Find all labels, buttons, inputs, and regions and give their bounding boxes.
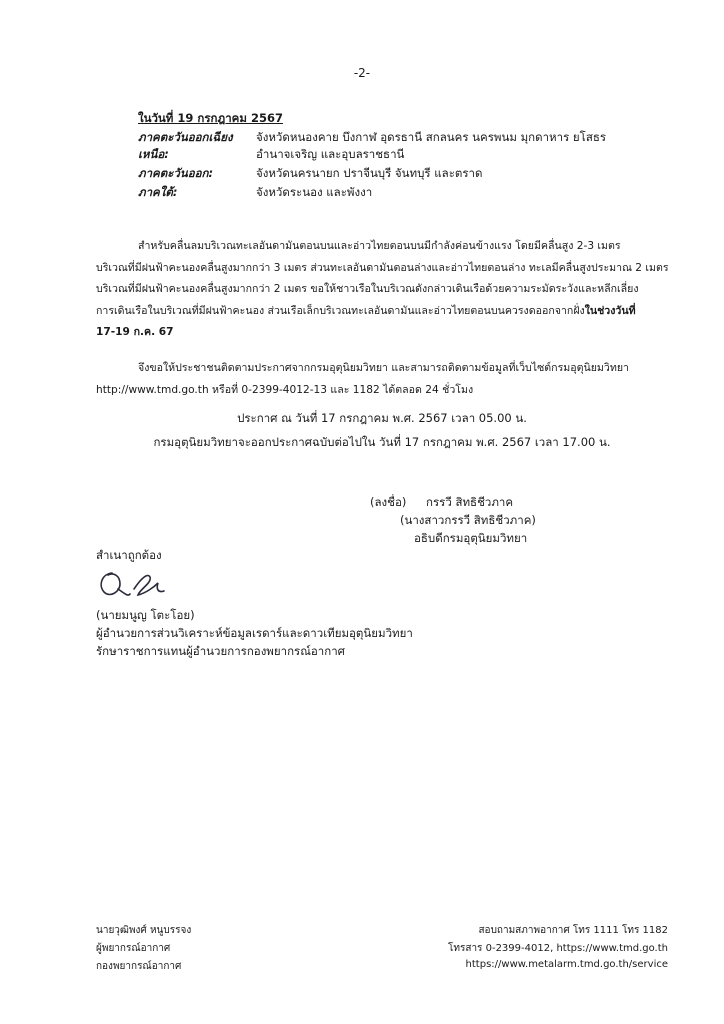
footer-right-line-1: สอบถามสภาพอากาศ โทร 1111 โทร 1182 [478,925,668,936]
paragraph-line: สำหรับคลื่นลมบริเวณทะเลอันดามันตอนบนและอ่าวไทยตอนบนมีกำลังค่อนข้างแรง โดยมีคลื่นสูง 2-3 เมตร [138,240,621,252]
footer-right-line-2: โทรสาร 0-2399-4012, https://www.tmd.go.th [448,943,668,954]
forecast-date-heading: ในวันที่ 19 กรกฎาคม 2567 [138,111,283,125]
handwritten-signature [96,565,172,603]
signatory-full-name: (นางสาวกรรวี สิทธิชีวภาค) [400,513,536,527]
footer-left-line-3: กองพยากรณ์อากาศ [96,961,182,972]
signed-prefix: (ลงชื่อ) [370,495,407,509]
footer-right-line-3: https://www.metalarm.tmd.go.th/service [465,959,668,970]
paragraph-text: การเดินเรือในบริเวณที่มีฝนฟ้าคะนอง ส่วนเรือเล็กบริเวณทะเลอันดามันและอ่าวไทยตอนบนควรงดออกจากฝั่ง [96,304,585,317]
certified-name: (นายมนูญ โตะโอย) [96,608,195,622]
region-value-line: อำนาจเจริญ และอุบลราชธานี [256,147,405,161]
paragraph-line [96,301,669,323]
paragraph-line: บริเวณที่มีฝนฟ้าคะนองคลื่นสูงมากกว่า 3 เมตร ส่วนทะเลอันดามันตอนล่างและอ่าวไทยตอนล่าง ทะเลมีคลื่นสูงประมาณ 2 เมตร [96,261,669,274]
region-value: จังหวัดนครนายก ปราจีนบุรี จันทบุรี และตราด [256,166,483,180]
announcement-next: กรมอุตุนิยมวิทยาจะออกประกาศฉบับต่อไปใน วันที่ 17 กรกฎาคม พ.ศ. 2567 เวลา 17.00 น. [153,435,611,449]
signatory-signed [370,494,513,512]
region-label: ภาคตะวันออกเฉียงเหนือ: [138,130,233,161]
announcement-issued: ประกาศ ณ วันที่ 17 กรกฎาคม พ.ศ. 2567 เวลา 05.00 น. [237,411,527,425]
footer-left-line-1: นายวุฒิพงศ์ หนูบรรจง [96,925,192,936]
region-label: ภาคตะวันออก: [138,166,214,180]
paragraph-bold-text: ในช่วงวันที่ [584,304,636,317]
region-label: ภาคใต้: [138,185,178,199]
certified-position-2: รักษาราชการแทนผู้อำนวยการกองพยากรณ์อากาศ [96,644,345,658]
paragraph-line: บริเวณที่มีฝนฟ้าคะนองคลื่นสูงมากกว่า 2 เมตร ขอให้ชาวเรือในบริเวณดังกล่าวเดินเรือด้วยความระมัดระวังและหลีกเลี่ยง [96,283,639,295]
region-value: จังหวัดระนอง และพังงา [256,185,373,199]
follow-paragraph [96,358,629,401]
region-row-south [138,184,636,201]
paragraph-line: http://www.tmd.go.th หรือที่ 0-2399-4012-13 และ 1182 ได้ตลอด 24 ชั่วโมง [96,383,474,396]
region-value-line: จังหวัดหนองคาย บึงกาฬ อุดรธานี สกลนคร นครพนม มุกดาหาร ยโสธร [256,130,607,144]
region-value [256,129,636,163]
certified-label: สำเนาถูกต้อง [96,548,162,562]
wave-paragraph [96,236,669,344]
paragraph-line: จึงขอให้ประชาชนติดตามประกาศจากกรมอุตุนิยมวิทยา และสามารถติดตามข้อมูลที่เว็บไซต์กรมอุตุนิยมวิทยา [138,362,630,374]
signatory-position: อธิบดีกรมอุตุนิยมวิทยา [414,531,528,545]
signed-name: กรรวี สิทธิชีวภาค [426,495,514,509]
paragraph-bold-text: 17-19 ก.ค. 67 [96,326,174,338]
certified-position-1: ผู้อำนวยการส่วนวิเคราะห์ข้อมูลเรดาร์และดาวเทียมอุตุนิยมวิทยา [96,626,413,640]
paragraph-line [96,322,669,344]
region-row-east [138,165,636,182]
page-number: -2- [353,66,371,80]
footer-left-line-2: ผู้พยากรณ์อากาศ [96,943,171,954]
region-row-northeast [138,129,636,163]
